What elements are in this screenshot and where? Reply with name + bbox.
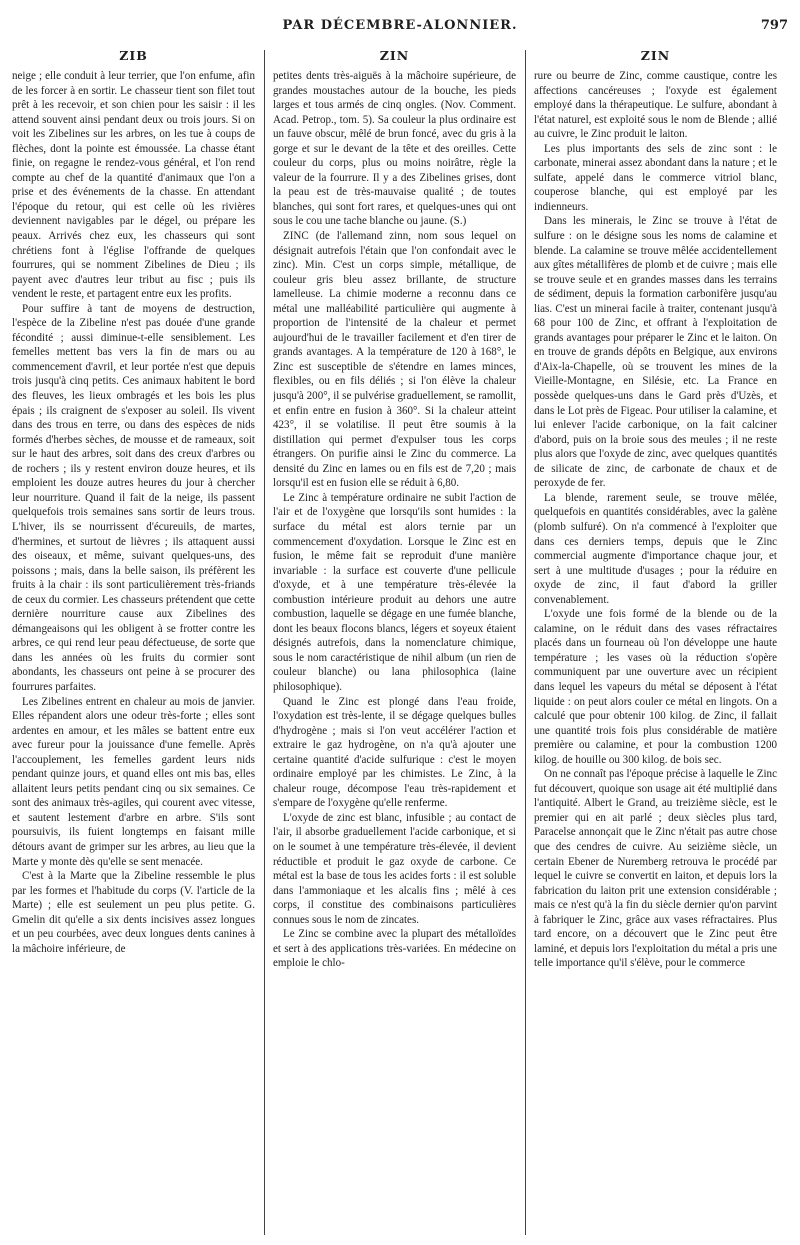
paragraph: Les Zibelines entrent en chaleur au mois de janvier. Elles répandent alors une odeur très-forte ; elles sont ardentes en amour, et les mâles se battent entre eux avec fureur pour la jouissance d'une femelle. Après l'accouplement, les femelles gardent leurs nids pendant quinze jours, et quand elles ont mis bas, elles allaitent leurs petits pendant cinq ou six semaines. Ce sont des animaux très-agiles, qui courent avec vitesse, et sautent lestement d'arbre en arbre. S'ils sont poursuivis, ils fuient longtemps en faisant mille détours avant de grimper sur les arbres, au lieu que la Marte y monte dès qu'elle se sent menacée. (12, 695, 255, 868)
column-heading: ZIN (640, 48, 671, 63)
column-3 (534, 48, 777, 1238)
column-rule (264, 50, 265, 1235)
paragraph: L'oxyde une fois formé de la blende ou de la calamine, on le réduit dans des vases réfractaires placés dans un fourneau où l'on développe une haute température ; les vases où la réduction s'opère communiquent par une ouverture avec un récipient dans lequel les vapeurs du métal se déposent à l'état liquide : on peut alors couler ce métal en lingots. On a calculé que pour obtenir 100 kilog. de Zinc, il fallait une quantité trois fois plus considérable de matière première ou calamine, et pour la combustion 1200 kilog. de houille ou 300 kilog. de bois sec. (534, 608, 777, 766)
paragraph: neige ; elle conduit à leur terrier, que l'on enfume, afin de les forcer à en sortir. Le chasseur tient son filet tout prêt à les recevoir, et son chien pour les saisir : il les attend souvent ainsi pendant deux ou trois jours. Si on voit les Zibelines sur les arbres, on les tue à coups de flèches, dont la pointe est émoussée. La chasse étant finie, on regagne le rendez-vous général, et l'on rend compte au chef de la quantité d'animaux que l'on a prise et des événements de la chasse. En attendant l'époque du retour, qui est celle où les rivières deviennent navigables par le dégel, ou prépare les peaux. Arrivés chez eux, les chasseurs qui sont chrétiens font à l'église l'offrande de quelques fourrures, qui se nomment Zibelines de Dieu ; ils payent avec d'autres leur tribut au fisc ; puis ils vendent le reste, et partagent entre eux les profits. (12, 70, 255, 301)
paragraph: ZINC (de l'allemand zinn, nom sous lequel on désignait autrefois l'étain que l'on confondait avec le zinc). Min. C'est un corps simple, métallique, de couleur gris bleu assez brillante, de structure lamelleuse. La chimie moderne a reconnu dans ce métal une malléabilité particulière qui augmente à proportion de l'intensité de la chaleur et permet aujourd'hui de le travailler facilement et d'en tirer de grands avantages. A la température de 120 à 168°, le Zinc est susceptible de s'étendre en lames minces, flexibles, ou en fils déliés ; si l'on élève la chaleur jusqu'à 200°, il se pulvérise graduellement, se ramollit, et enfin entre en fusion à 360°. Si la chaleur atteint 423°, il se volatilise. Il peut être soumis à la distillation qui permet d'expulser tous les corps étrangers. On purifie ainsi le Zinc du commerce. La densité du Zinc en lames ou en fils est de 7,20 ; mais lorsqu'il est en fusion elle se réduit à 6,80. (273, 230, 516, 490)
paragraph: Quand le Zinc est plongé dans l'eau froide, l'oxydation est très-lente, il se dégage quelques bulles d'hydrogène ; mais si l'on veut accélérer l'action et extraire le gaz hydrogène, on n'a qu'à ajouter une certaine quantité d'acide sulfurique : c'est le moyen ordinaire employé par les chimistes. Le Zinc, à la chaleur rouge, décompose l'eau très-rapidement et s'empare de l'oxygène qu'elle renferme. (273, 695, 516, 810)
column-1 (12, 48, 255, 1238)
column-heading: ZIN (379, 48, 410, 63)
column-2 (273, 48, 516, 1238)
paragraph: Dans les minerais, le Zinc se trouve à l'état de sulfure : on le désigne sous les noms de calamine et blende. La calamine se trouve mêlée accidentellement aux gîtes métallifères de plomb et de cuivre ; mais elle se trouve seule et en grandes masses dans les terrains de sédiment, depuis la formation carbonifère jusqu'au lias. C'est un minerai facile à traiter, contenant jusqu'à 68 pour 100 de Zinc, et offrant à l'exploitation de grands avantages pour préparer le Zinc et le laiton. On en trouve de grands dépôts en Belgique, aux environs d'Aix-la-Chapelle, où se trouvent les mines de la Vieille-Montagne, en Silésie, etc. La France en possède quelques-uns dans le Gard près d'Uzès, et dans le Lot près de Figeac. Pour utiliser la calamine, et lui enlever l'acide carbonique, on la fait calciner d'abord, puis on la broie sous des meules ; il ne reste plus alors que l'oxyde de zinc, avec quelques quantités de silicate de zinc, de carbonate de chaux et de peroxyde de fer. (534, 215, 777, 490)
running-head (0, 18, 800, 38)
column-rule (525, 50, 526, 1235)
paragraph: L'oxyde de zinc est blanc, infusible ; au contact de l'air, il absorbe graduellement l'acide carbonique, et si on le soumet à une température très-élevée, il devient réductible et produit le gaz oxyde de carbone. Ce métal est la base de tous les acides forts : il est soluble dans l'ammoniaque et les alcalis fins ; mêlé à ces corps, il constitue des combinaisons particulières connues sous le nom de zincates. (273, 811, 516, 926)
paragraph: Pour suffire à tant de moyens de destruction, l'espèce de la Zibeline n'est pas douée d'une grande fécondité ; aussi diminue-t-elle sensiblement. Les femelles mettent bas vers la fin de mars ou au commencement d'avril, et leur portée n'est que depuis trois jusqu'à cinq petits. Ces animaux habitent le bord des fleuves, les lieux ombragés et les bois les plus épais ; ils craignent de s'exposer au soleil. Ils vivent dans des trous en terre, ou dans des espèces de nids formés d'herbes sèches, de mousse et de rameaux, soit sur le haut des arbres, soit dans des creux d'arbres ou de rochers ; ils y restent environ douze heures, et ils emploient les douze autres heures du jour à chercher leur nourriture. Quand il fait de la neige, ils passent quelquefois trois semaines sans sortir de leurs trous. L'hiver, ils se nourrissent d'écureuils, de martes, d'hermines, et surtout de lièvres ; ils attaquent aussi des oiseaux, et même, suivant quelques-uns, des poissons ; mais, dans la belle saison, ils préfèrent les fruits à la chair : ils sont particulièrement très-friands de ceux du cormier. Les chasseurs prétendent que cette dernière nourriture cause aux Zibelines des démangeaisons qui les obligent à se frotter contre les arbres, ce qui rend leur peau défectueuse, de sorte que dans les années où les fruits du cormier sont abondants, les chasseurs ont peine à se procurer des fourrures parfaites. (12, 302, 255, 693)
paragraph: Le Zinc se combine avec la plupart des métalloïdes et sert à des applications très-variées. En médecine on emploie le chlo- (273, 928, 516, 970)
paragraph: On ne connaît pas l'époque précise à laquelle le Zinc fut découvert, quoique son usage ait été multiplié dans l'antiquité. Albert le Grand, au treizième siècle, est le premier qui en ait parlé ; deux siècles plus tard, Paracelse annonçait que le Zinc n'était pas autre chose que des cendres de cuivre. Au seizième siècle, un certain Ebener de Nuremberg retrouva le procédé par lequel le cuivre se convertit en laiton, et depuis lors la fabrication du laiton prit une extension considérable ; mais ce n'est qu'à la fin du siècle dernier qu'on parvint à fabriquer le Zinc, grâce aux vases réfractaires. Plus tard encore, on a découvert que le Zinc peut être laminé, et depuis lors l'exploitation du métal a pris une telle importance qu'il s'élève, pour le commerce (534, 768, 777, 970)
paragraph: rure ou beurre de Zinc, comme caustique, contre les affections cancéreuses ; l'oxyde est également employé dans la thérapeutique. Le sulfure, abondant à l'état naturel, est exploité sous le nom de Blende ; allié au cuivre, le Zinc produit le laiton. (534, 70, 777, 141)
page-number: 797 (760, 18, 788, 33)
running-title: PAR DÉCEMBRE-ALONNIER. (282, 18, 518, 33)
paragraph: C'est à la Marte que la Zibeline ressemble le plus par les formes et l'habitude du corps (V. l'article de la Marte) ; elle est seulement un peu plus petite. G. Gmelin dit qu'elle a six dents incisives assez longues et un peu courbées, avec deux longues dents canines à la mâchoire inférieure, de (12, 870, 255, 955)
paragraph: La blende, rarement seule, se trouve mêlée, quelquefois en quantités considérables, avec la galène (plomb sulfuré). On n'a commencé à l'exploiter que dans ces derniers temps, depuis que le Zinc commercial augmente d'importance chaque jour, et sert à une multitude d'usages ; pour la réduire en oxyde de zinc, il faut d'abord la griller convenablement. (534, 491, 777, 606)
paragraph: Le Zinc à température ordinaire ne subit l'action de l'air et de l'oxygène que lorsqu'ils sont humides : la surface du métal est alors ternie par un commencement d'oxydation. Lorsque le Zinc est en fusion, le même fait se reproduit d'une manière invariable : la surface est couverte d'une pellicule d'oxyde, et à une température très-élevée la combustion intérieure produit au dehors une autre combustion, laquelle se dégage en une fumée blanche, dont les beaux flocons blancs, légers et soyeux étaient désignés autrefois, dans la nomenclature chimique, sous le nom caractéristique de nihil album (un rien de couleur blanche) ou lana philosophica (laine philosophique). (273, 491, 516, 693)
paragraph: petites dents très-aiguës à la mâchoire supérieure, de grandes moustaches autour de la bouche, les pieds larges et tous armés de cinq ongles. (Nov. Comment. Acad. Petrop., tom. 5). Sa couleur la plus ordinaire est un fauve obscur, mêlé de brun foncé, avec du gris à la gorge et sur le devant de la tête et des oreilles. Cette couleur du corps, plus ou moins noirâtre, règle la valeur de la fourrure. Il y a des Zibelines grises, dont la peau est de très-mauvaise qualité ; de toutes blanches, qui sont fort rares, et quelques-unes qui ont sous le cou une tache blanche ou jaune. (S.) (273, 70, 516, 228)
column-heading: ZIB (119, 48, 148, 63)
paragraph: Les plus importants des sels de zinc sont : le carbonate, minerai assez abondant dans la nature ; et le sulfate, appelé dans le commerce vitriol blanc, couperose blanche, qui est employé par les indienneurs. (534, 142, 777, 213)
